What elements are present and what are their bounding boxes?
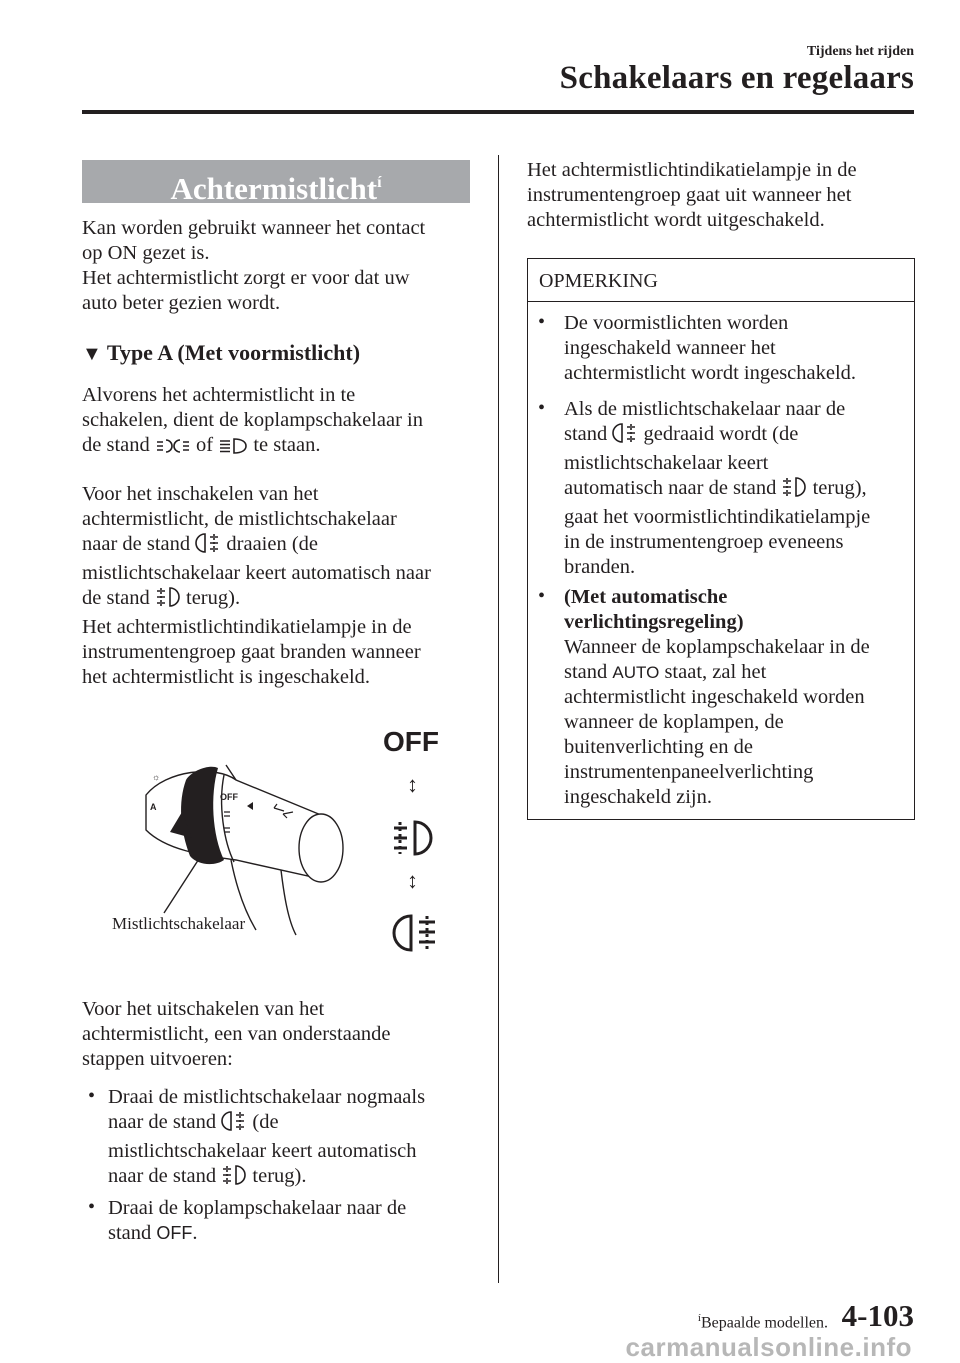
off-step-1	[108, 1085, 478, 1193]
triangle-marker-icon: ▼	[82, 343, 102, 365]
note-item-1	[564, 311, 909, 386]
text-line	[82, 532, 472, 561]
subsection-title: Type A (Met voormistlicht)	[106, 340, 361, 365]
note-box	[527, 258, 915, 820]
off-position-label: OFF	[383, 726, 439, 757]
text-fragment: (de	[252, 1111, 279, 1133]
text-line: De voormistlichten worden	[564, 312, 789, 334]
paragraph-switching-off	[82, 997, 472, 1072]
svg-text:☼: ☼	[152, 772, 161, 782]
optional-feature-star: í	[377, 174, 382, 191]
section-title: Achtermistlicht	[170, 171, 378, 206]
up-down-arrow-icon: ↕	[407, 772, 418, 797]
text-line: achtermistlicht, een van onderstaande	[82, 1023, 391, 1045]
bullet-marker: •	[538, 311, 546, 333]
front-fog-light-icon	[221, 1164, 247, 1193]
text-line	[82, 433, 472, 462]
text-fragment: naar de stand	[82, 533, 191, 555]
text-fragment: naar de stand	[108, 1111, 217, 1133]
off-mode-label: OFF	[156, 1223, 193, 1243]
text-line: Het achtermistlichtindikatielampje in de	[82, 616, 412, 638]
text-line: schakelen, dient de koplampschakelaar in	[82, 409, 423, 431]
paragraph-switching-on	[82, 482, 472, 690]
text-fragment: te staan.	[253, 434, 321, 456]
bullet-marker: •	[88, 1196, 96, 1218]
text-line: Alvorens het achtermistlicht in te	[82, 384, 356, 406]
text-line: buitenverlichting en de	[564, 736, 753, 758]
intro-line: op ON gezet is.	[82, 242, 210, 264]
text-line: Voor het inschakelen van het	[82, 483, 319, 505]
bullet-marker: •	[538, 397, 546, 419]
section-title-bar	[82, 160, 470, 206]
text-line: Voor het uitschakelen van het	[82, 998, 325, 1020]
off-step-2	[108, 1196, 478, 1246]
text-fragment: of	[196, 434, 214, 456]
front-fog-light-position-icon	[391, 818, 435, 863]
bullet-marker: •	[538, 585, 546, 607]
text-line: het achtermistlicht is ingeschakeld.	[82, 666, 371, 688]
text-line: Het achtermistlichtindikatielampje in de	[527, 159, 857, 181]
text-line	[564, 476, 912, 505]
front-fog-light-icon	[155, 586, 181, 615]
text-line: achtermistlicht wordt ingeschakeld.	[564, 362, 857, 384]
text-fragment: naar de stand	[108, 1165, 217, 1187]
up-down-arrow-icon: ↕	[407, 868, 418, 893]
text-fragment: terug),	[812, 477, 867, 499]
text-fragment: .	[192, 1222, 198, 1244]
text-fragment: terug).	[186, 587, 241, 609]
text-line: Wanneer de koplampschakelaar in de	[564, 636, 870, 658]
section-intro	[82, 216, 472, 316]
note-item-2	[564, 397, 912, 580]
rear-fog-light-icon	[221, 1110, 247, 1139]
footer-note-text: Bepaalde modellen.	[700, 1314, 828, 1332]
note-item-3	[564, 585, 912, 810]
text-fragment: automatisch naar de stand	[564, 477, 777, 499]
text-line	[82, 586, 472, 615]
text-line: mistlichtschakelaar keert automatisch naar	[82, 562, 431, 584]
text-line: branden.	[564, 556, 636, 578]
paragraph-indicator-off	[527, 158, 917, 233]
rear-fog-light-icon	[612, 422, 638, 451]
page-number: 4-103	[841, 1298, 914, 1333]
intro-line: Kan worden gebruikt wanneer het contact	[82, 217, 426, 239]
text-line: verlichtingsregeling)	[564, 611, 744, 633]
text-line: stappen uitvoeren:	[82, 1048, 233, 1070]
paragraph-before-switching	[82, 383, 472, 462]
text-line: instrumentengroep gaat uit wanneer het	[527, 184, 852, 206]
text-line: achtermistlicht wordt uitgeschakeld.	[527, 209, 825, 231]
bullet-marker: •	[88, 1085, 96, 1107]
text-line: achtermistlicht ingeschakeld worden	[564, 686, 865, 708]
svg-text:A: A	[150, 802, 157, 812]
text-line: ingeschakeld zijn.	[564, 786, 713, 808]
rear-fog-light-icon	[195, 532, 221, 561]
switch-callout-label: Mistlichtschakelaar	[112, 914, 246, 933]
text-line: ingeschakeld wanneer het	[564, 337, 776, 359]
text-line	[108, 1164, 478, 1193]
text-fragment: de stand	[82, 434, 150, 456]
intro-line: auto beter gezien wordt.	[82, 292, 281, 314]
note-heading: OPMERKING	[528, 259, 914, 302]
text-line	[564, 422, 912, 451]
text-line: achtermistlicht, de mistlichtschakelaar	[82, 508, 397, 530]
text-line: Draai de mistlichtschakelaar nogmaals	[108, 1086, 426, 1108]
text-line: gaat het voormistlichtindikatielampje	[564, 506, 871, 528]
text-line	[564, 660, 912, 685]
footer-star: í	[697, 1312, 701, 1324]
text-fragment: terug).	[252, 1165, 307, 1187]
footer-note	[698, 1312, 828, 1332]
running-header-section: Tijdens het rijden	[806, 44, 914, 59]
text-fragment: draaien (de	[226, 533, 319, 555]
text-line: instrumentenpaneelverlichting	[564, 761, 814, 783]
subsection-heading	[82, 340, 472, 366]
text-line: (Met automatische	[564, 586, 728, 608]
text-fragment: stand	[564, 423, 608, 445]
text-line: Als de mistlichtschakelaar naar de	[564, 398, 846, 420]
text-line: Draai de koplampschakelaar naar de	[108, 1197, 407, 1219]
watermark: carmanualsonline.info	[625, 1332, 912, 1362]
text-fragment: gedraaid wordt (de	[643, 423, 799, 445]
svg-text:OFF: OFF	[220, 792, 238, 802]
text-line: wanneer de koplampen, de	[564, 711, 784, 733]
intro-line: Het achtermistlicht zorgt er voor dat uw	[82, 267, 410, 289]
text-line: in de instrumentengroep eveneens	[564, 531, 844, 553]
text-fragment: stand	[108, 1222, 152, 1244]
headlight-icon	[218, 437, 248, 462]
rear-fog-light-position-icon	[391, 912, 439, 961]
auto-mode-label: AUTO	[612, 663, 660, 682]
text-fragment: de stand	[82, 587, 150, 609]
front-fog-light-icon	[781, 476, 807, 505]
text-fragment: stand	[564, 661, 608, 683]
text-line: mistlichtschakelaar keert automatisch	[108, 1140, 417, 1162]
text-line	[108, 1221, 478, 1246]
text-line: mistlichtschakelaar keert	[564, 452, 769, 474]
column-divider	[498, 155, 499, 1283]
text-fragment: staat, zal het	[664, 661, 767, 683]
text-line	[108, 1110, 478, 1139]
parking-lights-icon	[155, 437, 191, 462]
header-rule	[82, 110, 914, 114]
text-line: instrumentengroep gaat branden wanneer	[82, 641, 421, 663]
running-header-chapter: Schakelaars en regelaars	[559, 60, 914, 96]
